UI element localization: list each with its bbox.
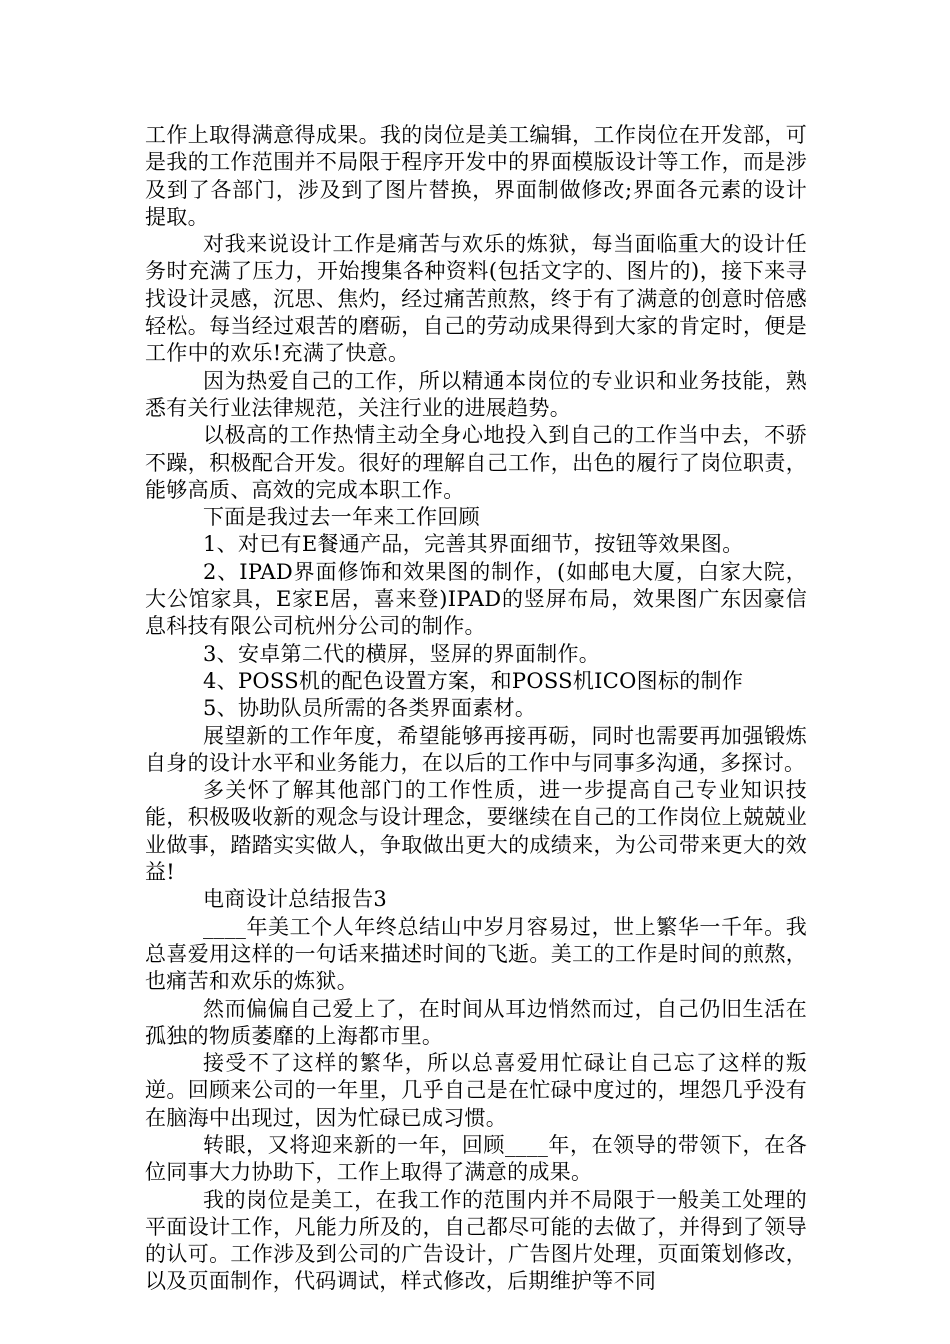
document-page	[145, 122, 807, 1296]
section-intro: 下面是我过去一年来工作回顾	[203, 505, 480, 530]
paragraph-report-2: 然而偏偏自己爱上了，在时间从耳边悄然而过，自己仍旧生活在孤独的物质萎靡的上海都市里。	[145, 996, 807, 1048]
paragraph-report-5: 我的岗位是美工，在我工作的范围内并不局限于一般美工处理的平面设计工作，凡能力所及的，自己都尽可能的去做了，并得到了领导的认可。工作涉及到公司的广告设计，广告图片处理，页面策划修改，以及页面制作，代码调试，样式修改，后期维护等不同	[145, 1187, 807, 1294]
list-item-2: 2、IPAD界面修饰和效果图的制作，(如邮电大厦，白家大院，大公馆家具，E家E居，喜来登)IPAD的竖屏布局，效果图广东因豪信息科技有限公司杭州分公司的制作。	[145, 559, 807, 639]
list-item-1: 1、对已有E餐通产品，完善其界面细节，按钮等效果图。	[203, 532, 744, 557]
paragraph-2: 对我来说设计工作是痛苦与欢乐的炼狱，每当面临重大的设计任务时充满了压力，开始搜集各种资料(包括文字的、图片的)，接下来寻找设计灵感，沉思、焦灼，经过痛苦煎熬，终于有了满意的创意时倍感轻松。每当经过艰苦的磨砺，自己的劳动成果得到大家的肯定时，便是工作中的欢乐!充满了快意。	[145, 232, 807, 366]
list-item-4: 4、POSS机的配色设置方案，和POSS机ICO图标的制作	[203, 668, 744, 693]
paragraph-outlook: 展望新的工作年度，希望能够再接再砺，同时也需要再加强锻炼自身的设计水平和业务能力，在以后的工作中与同事多沟通，多探讨。	[145, 723, 807, 775]
paragraph-4: 以极高的工作热情主动全身心地投入到自己的工作当中去，不骄不躁，积极配合开发。很好的理解自己工作，出色的履行了岗位职责，能够高质、高效的完成本职工作。	[145, 423, 807, 502]
paragraph-report-4: 转眼，又将迎来新的一年，回顾____年，在领导的带领下，在各位同事大力协助下，工作上取得了满意的成果。	[145, 1132, 807, 1185]
paragraph-care: 多关怀了解其他部门的工作性质，进一步提高自己专业知识技能，积极吸收新的观念与设计理念，要继续在自己的工作岗位上兢兢业业做事，踏踏实实做人，争取做出更大的成绩来，为公司带来更大的效益!	[145, 778, 807, 885]
list-item-3: 3、安卓第二代的横屏，竖屏的界面制作。	[203, 641, 601, 666]
paragraph-report-3: 接受不了这样的繁华，所以总喜爱用忙碌让自己忘了这样的叛逆。回顾来公司的一年里，几乎自己是在忙碌中度过的，埋怨几乎没有在脑海中出现过，因为忙碌已成习惯。	[145, 1051, 807, 1130]
section-heading: 电商设计总结报告3	[203, 887, 388, 912]
list-item-5: 5、协助队员所需的各类界面素材。	[203, 696, 537, 721]
paragraph-report-1: ____年美工个人年终总结山中岁月容易过，世上繁华一千年。我总喜爱用这样的一句话来描述时间的飞逝。美工的工作是时间的煎熬，也痛苦和欢乐的炼狱。	[145, 914, 807, 994]
paragraph-1: 工作上取得满意得成果。我的岗位是美工编辑，工作岗位在开发部，可是我的工作范围并不局限于程序开发中的界面模版设计等工作，而是涉及到了各部门，涉及到了图片替换，界面制做修改;界面各元素的设计提取。	[145, 123, 807, 229]
paragraph-3: 因为热爱自己的工作，所以精通本岗位的专业识和业务技能，熟悉有关行业法律规范，关注行业的进展趋势。	[145, 368, 807, 420]
